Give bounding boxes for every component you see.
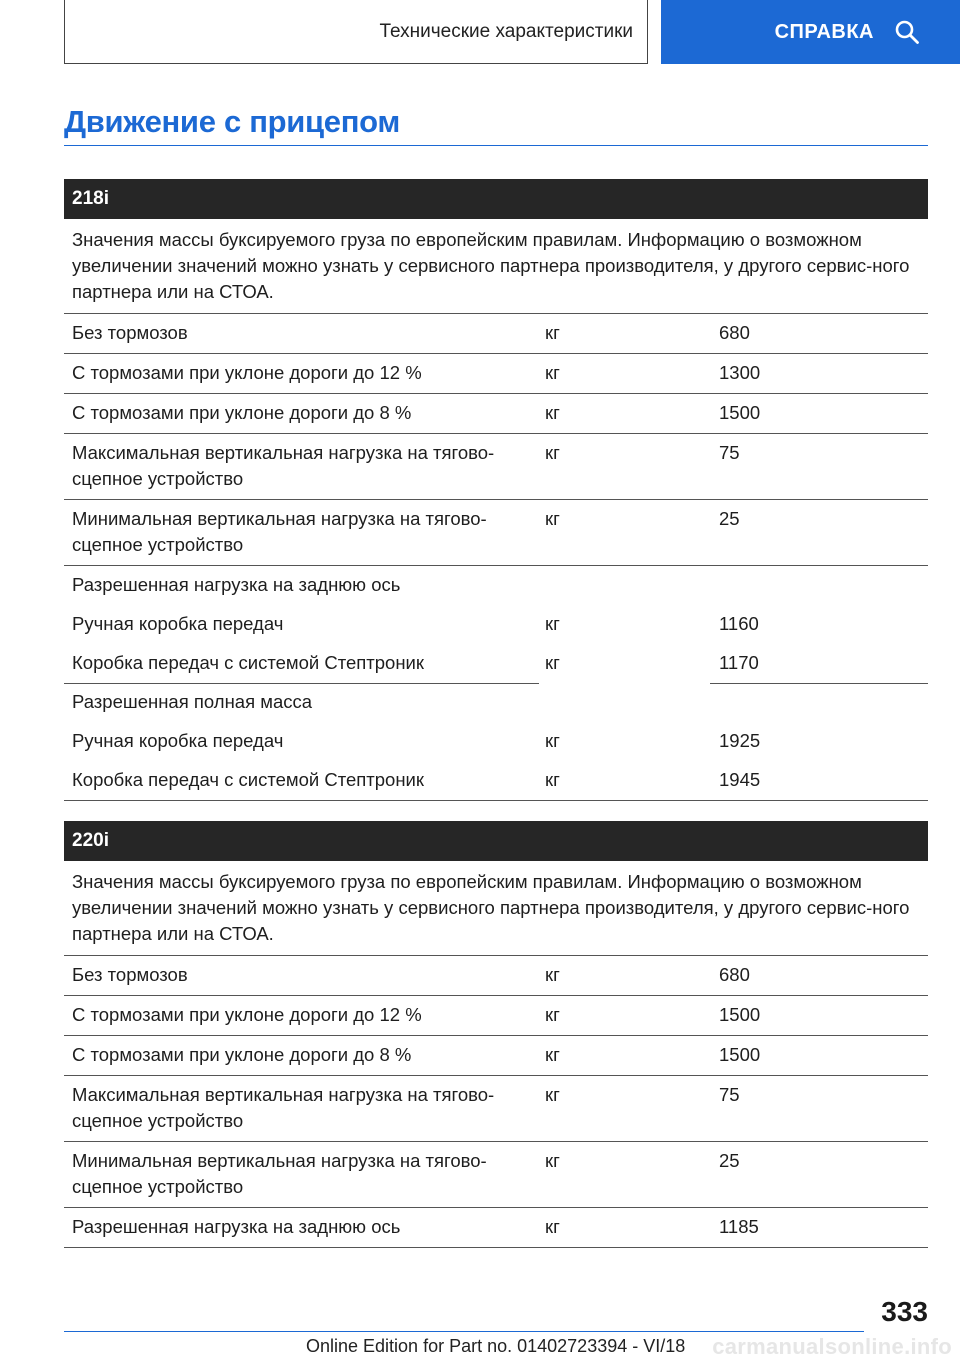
mass-heading: Разрешенная полная масса: [72, 691, 313, 712]
row-value: 1185: [719, 1216, 759, 1237]
spec-note: Значения массы буксируемого груза по европейским правилам. Информацию о возможном увеличении значений можно узнать у сервисного партнера производителя, у другого сервис-ного партнера или на СТОА.: [64, 861, 928, 956]
spec-table-220i: [64, 821, 928, 1248]
row-label: Без тормозов: [72, 964, 188, 985]
row-label: Минимальная вертикальная нагрузка на тягово-сцепное устройство: [72, 508, 487, 555]
row-unit: кг: [545, 1084, 560, 1105]
page-number: 333: [881, 1296, 928, 1327]
row-value: 1925: [719, 730, 761, 751]
row-unit: кг: [545, 362, 560, 383]
table-row: [64, 605, 928, 644]
row-unit: кг: [545, 964, 560, 985]
row-divider: [64, 683, 539, 684]
row-label: Коробка передач с системой Стептроник: [72, 769, 424, 790]
row-divider: [710, 683, 928, 684]
row-label: Коробка передач с системой Стептроник: [72, 652, 424, 673]
table-row: [64, 1142, 928, 1208]
table-row: [64, 761, 928, 801]
table-row: [64, 500, 928, 566]
table-row: [64, 434, 928, 500]
page-title: Движение с прицепом: [64, 104, 400, 139]
row-unit: кг: [545, 730, 560, 751]
row-value: 25: [719, 508, 740, 529]
help-label: СПРАВКА: [774, 20, 874, 43]
row-label: Максимальная вертикальная нагрузка на тягово-сцепное устройство: [72, 1084, 495, 1131]
row-unit: кг: [545, 613, 560, 634]
table-row: [64, 354, 928, 394]
table-row: [64, 1036, 928, 1076]
spec-note: Значения массы буксируемого груза по европейским правилам. Информацию о возможном увеличении значений можно узнать у сервисного партнера производителя, у другого сервис-ного партнера или на СТОА.: [64, 219, 928, 314]
row-label: С тормозами при уклоне дороги до 8 %: [72, 402, 412, 423]
row-value: 1170: [719, 652, 759, 673]
axle-heading: Разрешенная нагрузка на заднюю ось: [72, 574, 401, 595]
row-value: 1300: [719, 362, 761, 383]
row-value: 680: [719, 964, 750, 985]
row-label: С тормозами при уклоне дороги до 8 %: [72, 1044, 412, 1065]
table-row: [64, 996, 928, 1036]
footer-divider: [64, 1331, 864, 1332]
table-row: [64, 644, 928, 683]
model-header: 218i: [64, 179, 928, 219]
row-label: Максимальная вертикальная нагрузка на тягово-сцепное устройство: [72, 442, 495, 489]
row-unit: кг: [545, 442, 560, 463]
row-value: 75: [719, 1084, 740, 1105]
section-title: Технические характеристики: [379, 20, 633, 42]
row-label: Ручная коробка передач: [72, 730, 284, 751]
table-row: [64, 722, 928, 761]
table-row: [64, 1076, 928, 1142]
row-unit: кг: [545, 769, 560, 790]
help-button[interactable]: [661, 0, 960, 64]
table-row: [64, 394, 928, 434]
model-header: 220i: [64, 821, 928, 861]
footer-edition: Online Edition for Part no. 01402723394 - VI/18: [306, 1336, 686, 1356]
row-value: 75: [719, 442, 740, 463]
section-header-tab: [64, 0, 648, 64]
table-row: [64, 1208, 928, 1248]
row-value: 1945: [719, 769, 761, 790]
search-icon: [894, 19, 920, 45]
table-row: [64, 314, 928, 354]
title-divider: [64, 145, 928, 146]
row-value: 25: [719, 1150, 740, 1171]
row-value: 1500: [719, 1044, 761, 1065]
row-unit: кг: [545, 1216, 560, 1237]
row-label: Разрешенная нагрузка на заднюю ось: [72, 1216, 401, 1237]
subheading-row: [64, 683, 928, 722]
row-label: Минимальная вертикальная нагрузка на тягово-сцепное устройство: [72, 1150, 487, 1197]
row-unit: кг: [545, 1044, 560, 1065]
row-value: 1500: [719, 402, 761, 423]
row-unit: кг: [545, 402, 560, 423]
table-row: [64, 956, 928, 996]
row-label: Ручная коробка передач: [72, 613, 284, 634]
spec-table-218i: [64, 179, 928, 801]
row-unit: кг: [545, 1150, 560, 1171]
watermark: carmanualsonline.info: [712, 1334, 952, 1359]
row-unit: кг: [545, 508, 560, 529]
row-label: Без тормозов: [72, 322, 188, 343]
row-value: 1500: [719, 1004, 761, 1025]
row-value: 680: [719, 322, 750, 343]
row-label: С тормозами при уклоне дороги до 12 %: [72, 362, 422, 383]
row-label: С тормозами при уклоне дороги до 12 %: [72, 1004, 422, 1025]
row-unit: кг: [545, 1004, 560, 1025]
row-value: 1160: [719, 613, 759, 634]
row-unit: кг: [545, 322, 560, 343]
row-unit: кг: [545, 652, 560, 673]
subheading-row: [64, 566, 928, 605]
